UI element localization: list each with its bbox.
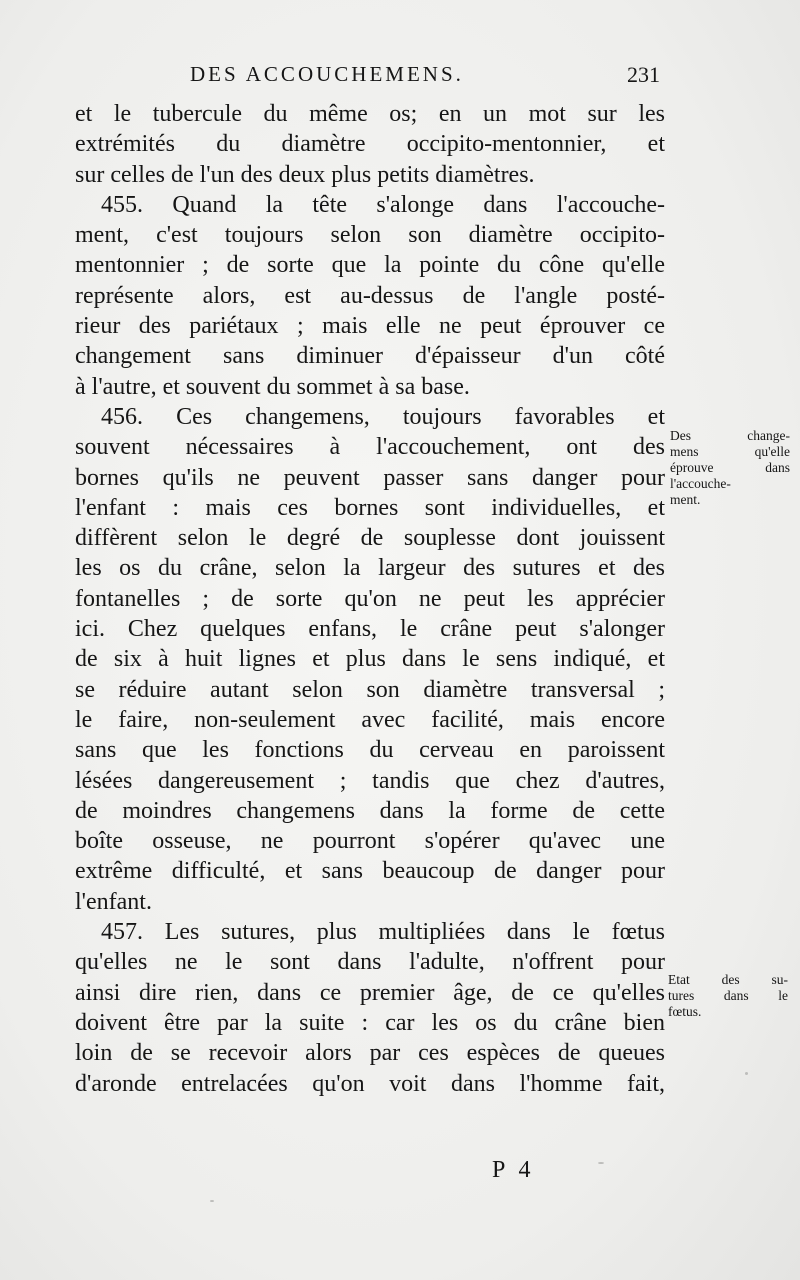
text-line: ici. Chez quelques enfans, le crâne peut s'alonger xyxy=(75,616,665,643)
text-line: de moindres changemens dans la forme de cette xyxy=(75,797,665,824)
text-line: l'enfant : mais ces bornes sont individuelles, et xyxy=(75,494,665,521)
text-line: ment, c'est toujours selon son diamètre occipito- xyxy=(75,222,665,249)
text-line: fontanelles ; de sorte qu'on ne peut les apprécier xyxy=(75,585,665,612)
running-head: DES ACCOUCHEMENS. xyxy=(190,62,464,86)
text-line: se réduire autant selon son diamètre transversal ; xyxy=(75,676,665,703)
text-line: boîte osseuse, ne pourront s'opérer qu'avec une xyxy=(75,828,665,855)
paragraph-456-start: 456. Ces changemens, toujours favorables et xyxy=(101,403,665,430)
text-line: l'enfant. xyxy=(75,888,152,915)
text-line: loin de se recevoir alors par ces espèces de queues xyxy=(75,1040,665,1067)
text-line: rieur des pariétaux ; mais elle ne peut éprouver ce xyxy=(75,313,665,340)
margin-note-line: tures dans le xyxy=(668,988,788,1003)
text-line: souvent nécessaires à l'accouchement, ont des xyxy=(75,434,665,461)
paper-speck xyxy=(745,1072,748,1075)
text-line: diffèrent selon le degré de souplesse dont jouissent xyxy=(75,525,665,552)
text-line: de six à huit lignes et plus dans le sens indiqué, et xyxy=(75,646,665,673)
text-line: le faire, non-seulement avec facilité, mais encore xyxy=(75,706,665,733)
text-line: sur celles de l'un des deux plus petits diamètres. xyxy=(75,161,535,188)
margin-note-line: Des change- xyxy=(670,428,790,443)
margin-note-line: fœtus. xyxy=(668,1004,702,1019)
text-line: sans que les fonctions du cerveau en paroissent xyxy=(75,737,665,764)
text-line: doivent être par la suite : car les os du crâne bien xyxy=(75,1009,665,1036)
margin-note-line: Etat des su- xyxy=(668,972,788,987)
paper-speck xyxy=(598,1162,604,1164)
text-line: ainsi dire rien, dans ce premier âge, de ce qu'elles xyxy=(75,979,665,1006)
page-number: 231 xyxy=(627,62,660,87)
margin-note-line: l'accouche- xyxy=(670,476,731,491)
paragraph-457-start: 457. Les sutures, plus multipliées dans le fœtus xyxy=(101,919,665,946)
text-line: mentonnier ; de sorte que la pointe du cône qu'elle xyxy=(75,252,665,279)
printer-signature-mark: P 4 xyxy=(492,1157,535,1183)
paper-speck xyxy=(210,1200,214,1202)
text-line: et le tubercule du même os; en un mot sur les xyxy=(75,101,665,127)
text-line: extrême difficulté, et sans beaucoup de danger pour xyxy=(75,858,665,885)
text-line: bornes qu'ils ne peuvent passer sans danger pour xyxy=(75,464,665,491)
margin-note-line: mens qu'elle xyxy=(670,444,790,459)
text-line: représente alors, est au-dessus de l'angle posté- xyxy=(75,282,665,309)
page-header xyxy=(190,62,660,92)
text-line: d'aronde entrelacées qu'on voit dans l'homme fait, xyxy=(75,1070,665,1097)
margin-note-line: ment. xyxy=(670,492,701,507)
text-line: les os du crâne, selon la largeur des sutures et des xyxy=(75,555,665,582)
text-line: lésées dangereusement ; tandis que chez d'autres, xyxy=(75,767,665,794)
text-line: changement sans diminuer d'épaisseur d'un côté xyxy=(75,343,665,370)
paragraph-455-start: 455. Quand la tête s'alonge dans l'accouche- xyxy=(101,191,665,218)
text-line: qu'elles ne le sont dans l'adulte, n'offrent pour xyxy=(75,949,665,976)
margin-note-456 xyxy=(670,428,790,508)
text-line: à l'autre, et souvent du sommet à sa base. xyxy=(75,373,470,400)
text-line: extrémités du diamètre occipito-mentonnier, et xyxy=(75,131,665,158)
margin-note-457 xyxy=(668,972,788,1020)
body-text xyxy=(75,99,665,1099)
margin-note-line: éprouve dans xyxy=(670,460,790,475)
